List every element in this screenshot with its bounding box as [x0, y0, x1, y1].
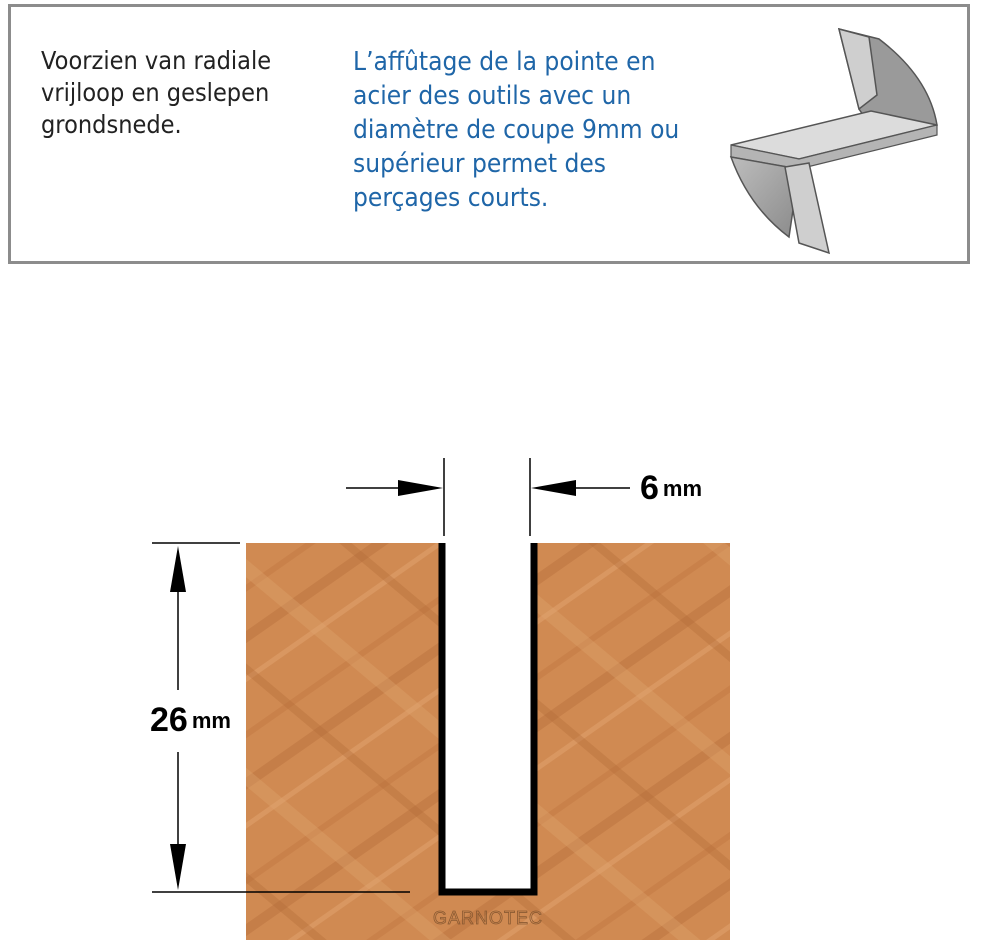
dutch-description: Voorzien van radiale vrijloop en geslepen grondsnede.: [41, 46, 272, 139]
depth-value: 26: [150, 700, 188, 739]
depth-unit: mm: [191, 707, 231, 733]
svg-text:6mm: [640, 469, 702, 507]
french-description: L’affûtage de la pointe en acier des outils avec un diamètre de coupe 9mm ou supérieur permet des perçages courts.: [353, 47, 680, 213]
watermark: GARNOTEC: [432, 908, 544, 928]
groove-slot: [442, 543, 534, 892]
depth-arrow-top: [170, 546, 186, 592]
width-arrow-right: [531, 480, 576, 496]
width-value: 6: [640, 468, 659, 507]
width-unit: mm: [662, 475, 703, 501]
depth-arrow-bottom: [170, 844, 186, 890]
svg-text:26mm: [150, 701, 231, 739]
width-arrow-left: [398, 480, 443, 496]
width-dimension: [346, 458, 702, 536]
